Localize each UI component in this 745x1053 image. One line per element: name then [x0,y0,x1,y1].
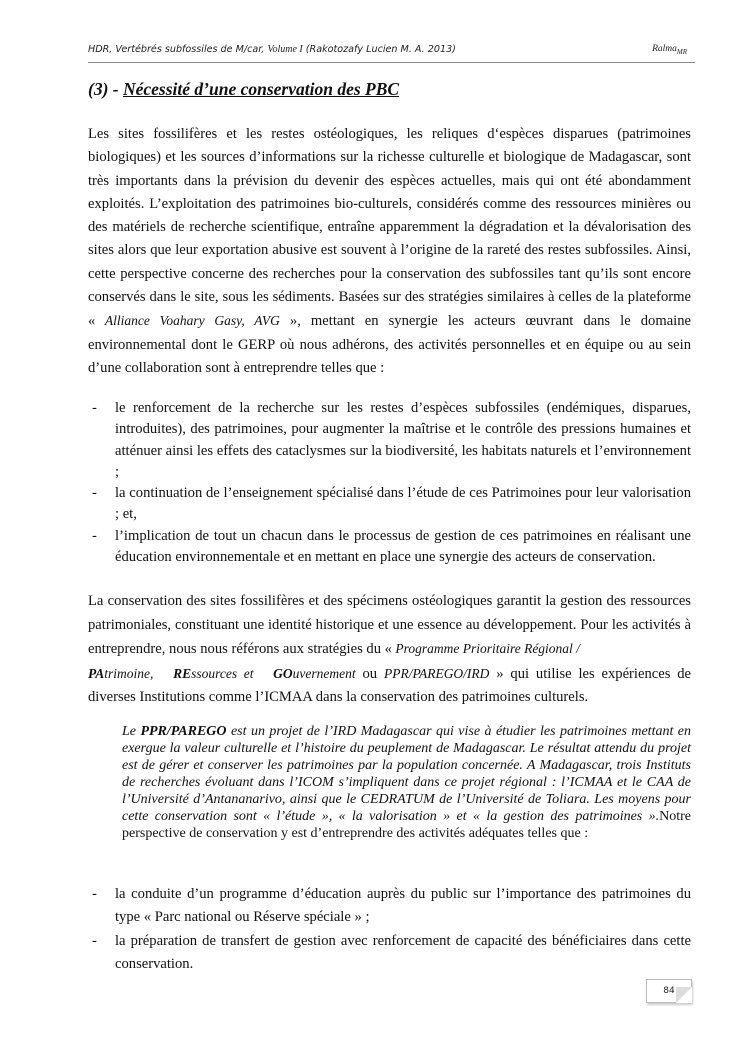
paragraph-2-text-a: La conservation des sites fossilifères et des spécimens ostéologiques garantit la gestion des ressources patrimoniales, constituant une identité historique et une essence au développement. Pour les activités à entreprendre, nous nous référons aux stratégies du « [88,593,691,658]
header-name: Ralma [652,44,677,54]
bullet-dash: - [92,400,97,416]
acronym-pa: PA [88,665,105,681]
bullet-dash: - [92,886,97,902]
page-number: 84 [663,986,675,996]
section-heading [88,79,399,100]
header-title: HDR, Vertébrés subfossiles de M/car, [88,44,265,55]
paragraph-1-text-b: », mettant en synergie les acteurs œuvrant dans le domaine environnemental dont le GERP où nous adhérons, des activités personnelles et en équipe ou au sein d’une collaboration sont à entreprendre telles que : [88,313,691,376]
header-rule [88,62,695,63]
section-number: (3) - [88,79,119,99]
bullet-dash: - [92,932,97,949]
bullet-list-2 [88,883,691,977]
list-item [88,398,691,483]
header-name-sub: MR [676,47,687,56]
paragraph-1 [88,123,691,380]
running-header [88,44,695,60]
header-volume: Volume I [267,44,303,55]
list-item-text: la conduite d’un programme d’éducation auprès du public sur l’importance des patrimoines du type « Parc national ou Réserve spéciale » ; [115,886,691,926]
acronym-expansion [88,666,356,681]
paragraph-2-ou: ou [355,665,384,682]
list-item-text: la continuation de l’enseignement spécialisé dans l’étude de ces Patrimoines pour leur valorisation ; et, [115,485,691,523]
acronym-re-rest: ssources et [191,665,261,681]
list-item-text: la préparation de transfert de gestion avec renforcement de capacité des bénéficiaires dans cette conservation. [115,932,691,973]
header-author: (Rakotozafy Lucien M. A. 2013) [305,44,456,55]
list-item-text: l’implication de tout un chacun dans le processus de gestion de ces patrimoines en réalisant une éducation environnementale et en mettant en place une synergie des acteurs de conservation. [115,527,691,566]
block-quote [122,723,691,842]
section-title: Nécessité d’une conservation des PBC [122,79,400,99]
acronym-pa-rest: trimoine, [104,665,160,681]
list-item [88,883,691,930]
list-item [88,930,691,977]
paragraph-2-text-b: » qui utilise les expériences de diverses Institutions comme l’ICMAA dans la conservation des patrimoines culturels. [88,665,692,706]
bullet-dash: - [92,527,97,544]
paragraph-1-italic: Alliance Voahary Gasy, AVG [95,313,280,329]
paragraph-1-text-a: Les sites fossilifères et les restes ostéologiques, les reliques d‘espèces disparues (patrimoines biologiques) et les sources d’informations sur la richesse culturelle et biologique de Madagascar, sont très importants dans la prévision du devenir des espèces actuelles, mais qui ont été abondamment exploités. L’exploitation des patrimoines bio-culturels, considérés comme des ressources minières ou des matériels de recherche scientifique, entraîne apparemment la dégradation et la dévalorisation des sites alors que leur exportation abusive est souvent à l’origine de la rareté des restes subfossiles. Ainsi, cette perspective concerne des recherches pour la conservation des subfossiles tant qu’ils sont encore conservés dans le site, sous les sédiments. Basées sur des stratégies similaires à celles de la plateforme « [88,126,691,330]
header-left [88,44,456,55]
paragraph-2 [88,590,691,710]
acronym-re: RE [173,665,192,681]
acronym-go: GO [273,665,293,681]
list-item-text: le renforcement de la recherche sur les restes d’espèces subfossiles (endémiques, disparues, introduites), des patrimoines, pour augmenter la maîtrise et le contrôle des pressions humaines et atténuer ainsi les effets des cataclysmes sur la biodiversité, les habitats naturels et l’environnement ; [115,400,691,480]
acronym-go-rest: uvernement [292,665,356,681]
quote-italic-text: est un projet de l’IRD Madagascar qui vise à étudier les patrimoines mettant en exergue la valeur culturelle et l’histoire du peuplement de Madagascar. Le résultat attendu du projet est de gérer et conserver les patrimoines par la population concernée. A Madagascar, trois Instituts de recherches évoluant dans l’ICOM s’impliquent dans ce projet régional : l’ICMAA et le CAA de l’Université d’Antananarivo, ainsi que le CEDRATUM de l’Université de Toliara. Les moyens pour cette conservation sont « l’étude », « la valorisation » et « la gestion des patrimoines ». [122,724,692,824]
page-number-box [646,979,692,1003]
programme-name: Programme Prioritaire Régional / [391,641,580,657]
quote-normal-text: Notre perspective de conservation y est d’entreprendre des activités adéquates telles que : [122,809,691,841]
bullet-list-1 [88,398,691,568]
header-right [652,44,687,56]
quote-le: Le [122,724,141,739]
list-item [88,526,691,569]
bullet-dash: - [92,485,97,502]
list-item [88,483,691,526]
page-fold-icon [676,987,692,1003]
quote-ppr-bold: PPR/PAREGO [140,724,227,739]
ppr-acronym: PPR/PAREGO/IRD [383,665,490,681]
